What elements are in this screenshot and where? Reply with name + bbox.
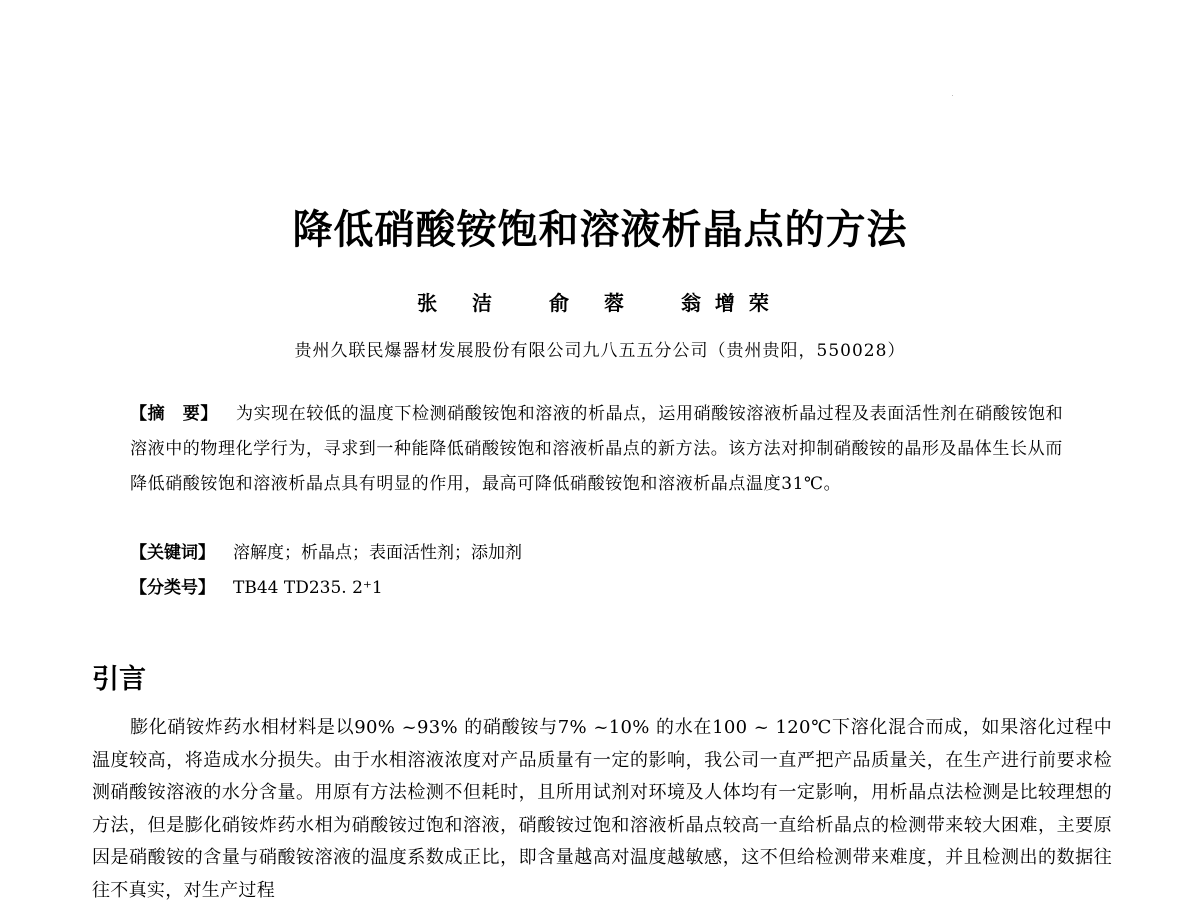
abstract-block — [130, 397, 1070, 502]
scan-speck — [952, 95, 953, 96]
abstract-label: 【摘 要】 — [130, 404, 218, 424]
author-list — [0, 288, 1200, 318]
keywords-label: 【关键词】 — [130, 543, 215, 563]
keywords-line — [130, 536, 1070, 571]
classification-text: TB44 TD235. 2⁺1 — [233, 578, 383, 598]
author-name: 张 洁 — [417, 291, 507, 315]
classification-label: 【分类号】 — [130, 578, 215, 598]
affiliation: 贵州久联民爆器材发展股份有限公司九八五五分公司（贵州贵阳，550028） — [294, 341, 906, 361]
author-name: 俞 蓉 — [549, 291, 638, 315]
section-heading: 引言 — [92, 664, 146, 695]
classification-line — [130, 571, 1070, 606]
keywords-text: 溶解度；析晶点；表面活性剂；添加剂 — [233, 543, 522, 563]
abstract-text: 为实现在较低的温度下检测硝酸铵饱和溶液的析晶点，运用硝酸铵溶液析晶过程及表面活性剂在硝酸铵饱和溶液中的物理化学行为，寻求到一种能降低硝酸铵饱和溶液析晶点的新方法。该方法对抑制硝酸铵的晶形及晶体生长从而降低硝酸铵饱和溶液析晶点具有明显的作用，最高可降低硝酸铵饱和溶液析晶点温度31℃。 — [130, 404, 1064, 494]
paper-title: 降低硝酸铵饱和溶液析晶点的方法 — [292, 206, 908, 253]
author-name: 翁增荣 — [680, 291, 783, 315]
intro-paragraph: 膨化硝铵炸药水相材料是以90% ~93% 的硝酸铵与7% ~10% 的水在100 ~ 120℃下溶化混合而成，如果溶化过程中温度较高，将造成水分损失。由于水相溶液浓度对产品质量有一定的影响，我公司一直严把产品质量关，在生产进行前要求检测硝酸铵溶液的水分含量。用原有方法检测不但耗时，且所用试剂对环境及人体均有一定影响，用析晶点法检测是比较理想的方法，但是膨化硝铵炸药水相为硝酸铵过饱和溶液，硝酸铵过饱和溶液析晶点较高一直给析晶点的检测带来较大困难，主要原因是硝酸铵的含量与硝酸铵溶液的温度系数成正比，即含量越高对温度越敏感，这不但给检测带来难度，并且检测出的数据往往不真实，对生产过程 — [92, 717, 1112, 901]
